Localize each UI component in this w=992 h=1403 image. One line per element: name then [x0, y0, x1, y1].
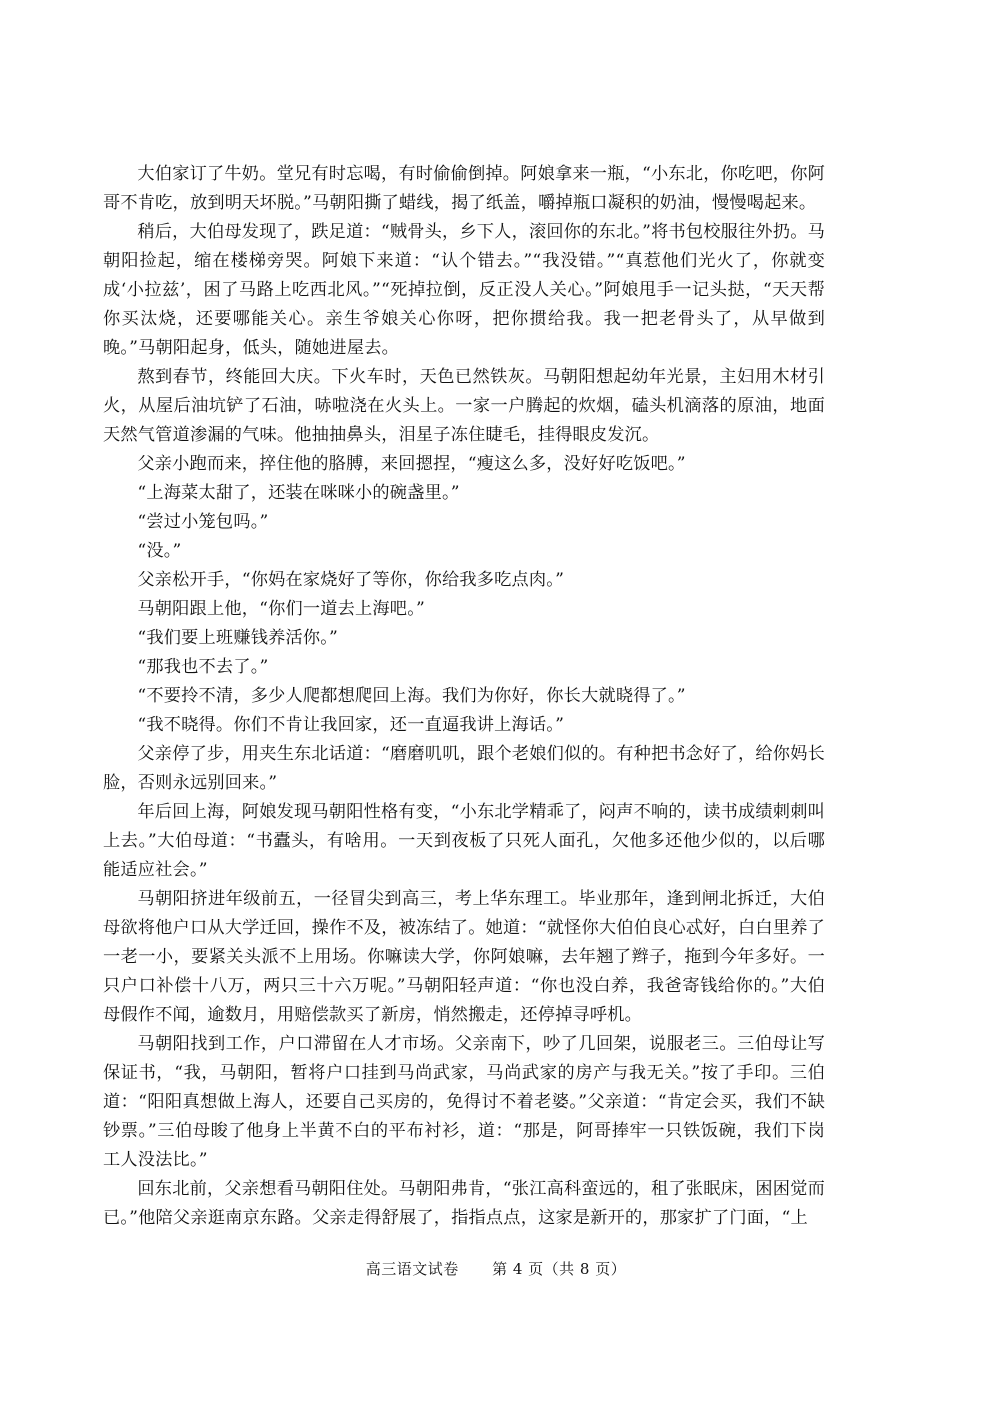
paragraph-18: 回东北前，父亲想看马朝阳住处。马朝阳弗肯，“张江高科蛮远的，租了张眠床，困困觉而已。”他陪父亲逛南京东路。父亲走得舒展了，指指点点，这家是新开的，那家扩了门面，“上 — [103, 1179, 825, 1228]
exam-title: 高三语文试卷 — [365, 1260, 459, 1278]
paragraph-8: 父亲松开手，“你妈在家烧好了等你，你给我多吃点肉。” — [137, 570, 565, 590]
paragraph-16: 马朝阳挤进年级前五，一径冒尖到高三，考上华东理工。毕业那年，逢到闸北拆迁，大伯母欲将他户口从大学迁回，操作不及，被冻结了。她道：“就怪你大伯伯良心忒好，白白里养了一老一小，要紧关头派不上用场。你嘛读大学，你阿娘嘛，去年翘了辫子，拖到今年多好。一只户口补偿十八万，两只三十六万呢。”马朝阳轻声道：“你也没白养，我爸寄钱给你的。”大伯母假作不闻，逾数月，用赔偿款买了新房，悄然搬走，还停掉寻呼机。 — [103, 889, 825, 1025]
paragraph-13: “我不晓得。你们不肯让我回家，还一直逼我讲上海话。” — [137, 715, 565, 735]
paragraph-12: “不要拎不清，多少人爬都想爬回上海。我们为你好，你长大就晓得了。” — [137, 686, 686, 706]
paragraph-9: 马朝阳跟上他，“你们一道去上海吧。” — [137, 599, 425, 619]
paragraph-2: 稍后，大伯母发现了，跌足道：“贼骨头，乡下人，滚回你的东北。”将书包校服往外扔。马朝阳捡起，缩在楼梯旁哭。阿娘下来道：“认个错去。”“我没错。”“真惹他们光火了，你就变成‘小拉兹’，困了马路上吃西北风。”“死掉拉倒，反正没人关心。”阿娘甩手一记头挞，“天天帮你买汰烧，还要哪能关心。亲生爷娘关心你呀，把你掼给我。我一把老骨头了，从早做到晚。”马朝阳起身，低头，随她进屋去。 — [103, 222, 825, 358]
paragraph-6: “尝过小笼包吗。” — [137, 512, 269, 532]
paragraph-3: 熬到春节，终能回大庆。下火车时，天色已然铁灰。马朝阳想起幼年光景，主妇用木材引火，从屋后油坑铲了石油，哧啦浇在火头上。一家一户腾起的炊烟，磕头机滴落的原油，地面天然气管道渗漏的气味。他抽抽鼻头，泪星子冻住睫毛，挂得眼皮发沉。 — [103, 367, 825, 445]
paragraph-4: 父亲小跑而来，捽住他的胳膊，来回摁捏，“瘦这么多，没好好吃饭吧。” — [137, 454, 686, 474]
paragraph-17: 马朝阳找到工作，户口滞留在人才市场。父亲南下，吵了几回架，说服老三。三伯母让写保证书，“我，马朝阳，暂将户口挂到马尚武家，马尚武家的房产与我无关。”按了手印。三伯道：“阳阳真想做上海人，还要自己买房的，免得讨不着老婆。”父亲道：“肯定会买，我们不缺钞票。”三伯母睃了他身上半黄不白的平布衬衫，道：“那是，阿哥捧牢一只铁饭碗，我们下岗工人没法比。” — [103, 1034, 825, 1170]
paragraph-14: 父亲停了步，用夹生东北话道：“磨磨叽叽，跟个老娘们似的。有种把书念好了，给你妈长脸，否则永远别回来。” — [103, 744, 825, 793]
document-body — [103, 160, 825, 1233]
paragraph-7: “没。” — [137, 541, 182, 561]
paragraph-15: 年后回上海，阿娘发现马朝阳性格有变，“小东北学精乖了，闷声不响的，读书成绩刺刺叫上去。”大伯母道：“书蠹头，有啥用。一天到夜板了只死人面孔，欠他多还他少似的，以后哪能适应社会。” — [103, 802, 825, 880]
paragraph-5: “上海菜太甜了，还装在咪咪小的碗盏里。” — [137, 483, 460, 503]
paragraph-10: “我们要上班赚钱养活你。” — [137, 628, 339, 648]
page-number: 第 4 页（共 8 页） — [492, 1260, 627, 1278]
paragraph-11: “那我也不去了。” — [137, 657, 269, 677]
page-footer — [0, 1258, 992, 1279]
paragraph-1: 大伯家订了牛奶。堂兄有时忘喝，有时偷偷倒掉。阿娘拿来一瓶，“小东北，你吃吧，你阿哥不肯吃，放到明天坏脱。”马朝阳撕了蜡线，揭了纸盖，嚼掉瓶口凝积的奶油，慢慢喝起来。 — [103, 164, 825, 213]
